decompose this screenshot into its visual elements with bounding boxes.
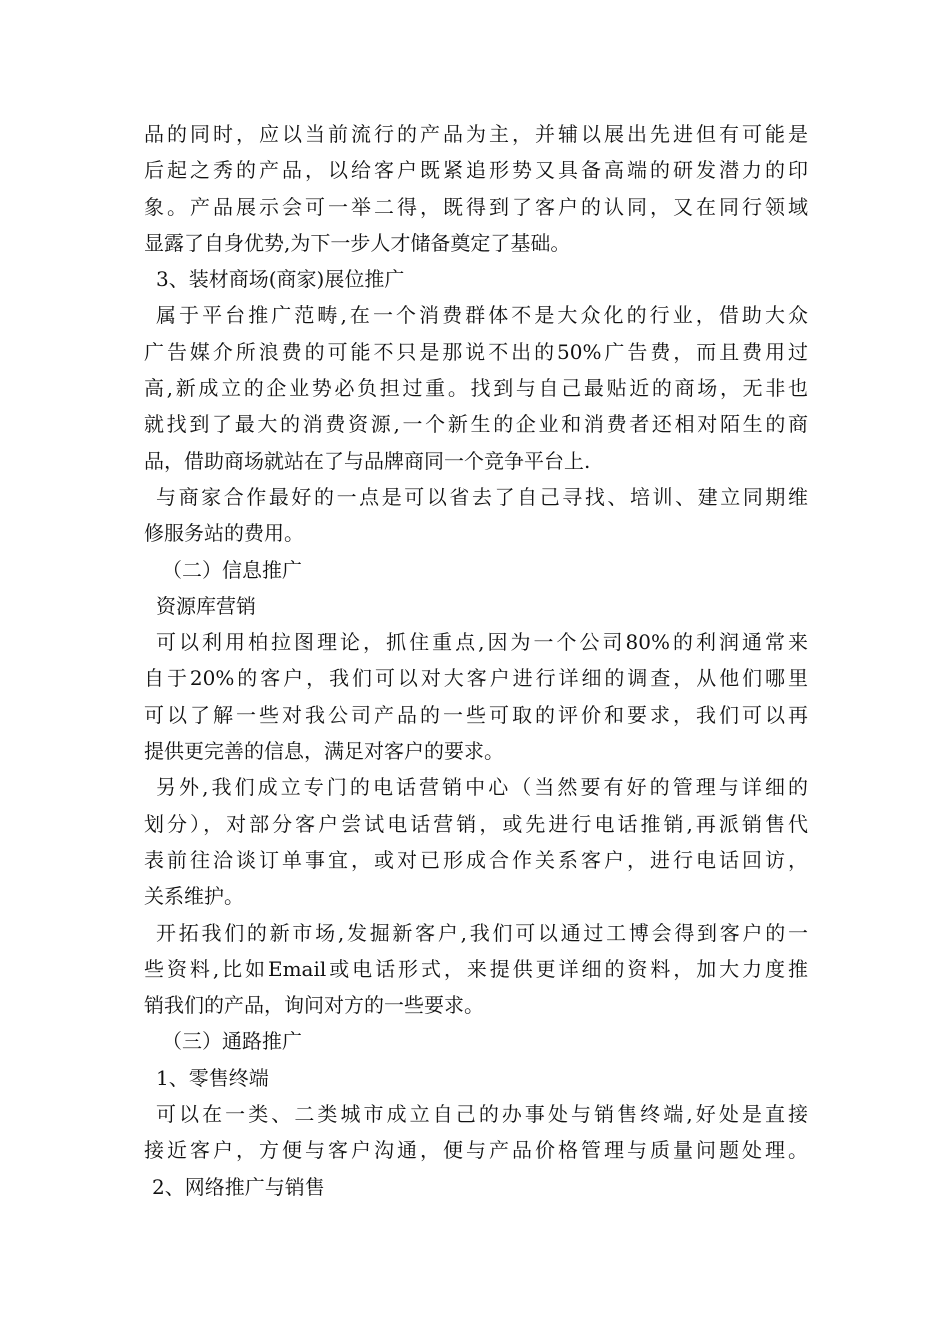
text-line: 显露了自身优势,为下一步人才储备奠定了基础。 [144,230,571,255]
text-line: 销我们的产品，询问对方的一些要求。 [144,993,484,1018]
text-line: 些资料,比如Email或电话形式，来提供更详细的资料，加大力度推 [144,956,808,981]
text-line: 关系维护。 [144,884,244,909]
section-heading: （三）通路推广 [162,1029,302,1054]
text-line: 品，借助商场就站在了与品牌商同一个竞争平台上. [144,448,591,473]
text-line: 开拓我们的新市场,发掘新客户,我们可以通过工博会得到客户的一 [156,920,808,945]
text-line: 修服务站的费用。 [144,521,304,546]
section-heading: 2、网络推广与销售 [152,1174,325,1199]
text-line: 接近客户，方便与客户沟通，便与产品价格管理与质量问题处理。 [144,1138,808,1163]
text-line: 可以在一类、二类城市成立自己的办事处与销售终端,好处是直接 [156,1102,808,1127]
text-line: 就找到了最大的消费资源,一个新生的企业和消费者还相对陌生的商 [144,412,808,437]
text-line: 可以了解一些对我公司产品的一些可取的评价和要求，我们可以再 [144,702,808,727]
section-heading: 1、零售终端 [156,1065,269,1090]
text-line: 高,新成立的企业势必负担过重。找到与自己最贴近的商场，无非也 [144,376,808,401]
text-line: 属于平台推广范畴,在一个消费群体不是大众化的行业，借助大众 [156,303,808,328]
text-line: 自于20%的客户，我们可以对大客户进行详细的调查，从他们哪里 [144,666,808,691]
section-heading: （二）信息推广 [162,557,302,582]
document-body [144,116,808,1205]
text-line: 品的同时，应以当前流行的产品为主，并辅以展出先进但有可能是 [144,122,808,146]
text-line: 广告媒介所浪费的可能不只是那说不出的50%广告费，而且费用过 [144,339,808,364]
text-line: 象。产品展示会可一举二得，既得到了客户的认同，又在同行领域 [144,194,808,219]
text-line: 与商家合作最好的一点是可以省去了自己寻找、培训、建立同期维 [156,484,808,509]
text-line: 提供更完善的信息，满足对客户的要求。 [144,739,504,764]
section-heading: 资源库营销 [156,593,256,618]
text-line: 可以利用柏拉图理论，抓住重点,因为一个公司80%的利润通常来 [156,630,808,655]
text-line: 划分），对部分客户尝试电话营销，或先进行电话推销,再派销售代 [144,811,808,836]
text-line: 表前往洽谈订单事宜，或对已形成合作关系客户，进行电话回访， [144,847,808,872]
section-heading: 3、装材商场(商家)展位推广 [156,267,405,292]
text-line: 后起之秀的产品，以给客户既紧追形势又具备高端的研发潜力的印 [144,158,808,183]
text-line: 另外,我们成立专门的电话营销中心（当然要有好的管理与详细的 [156,775,808,800]
